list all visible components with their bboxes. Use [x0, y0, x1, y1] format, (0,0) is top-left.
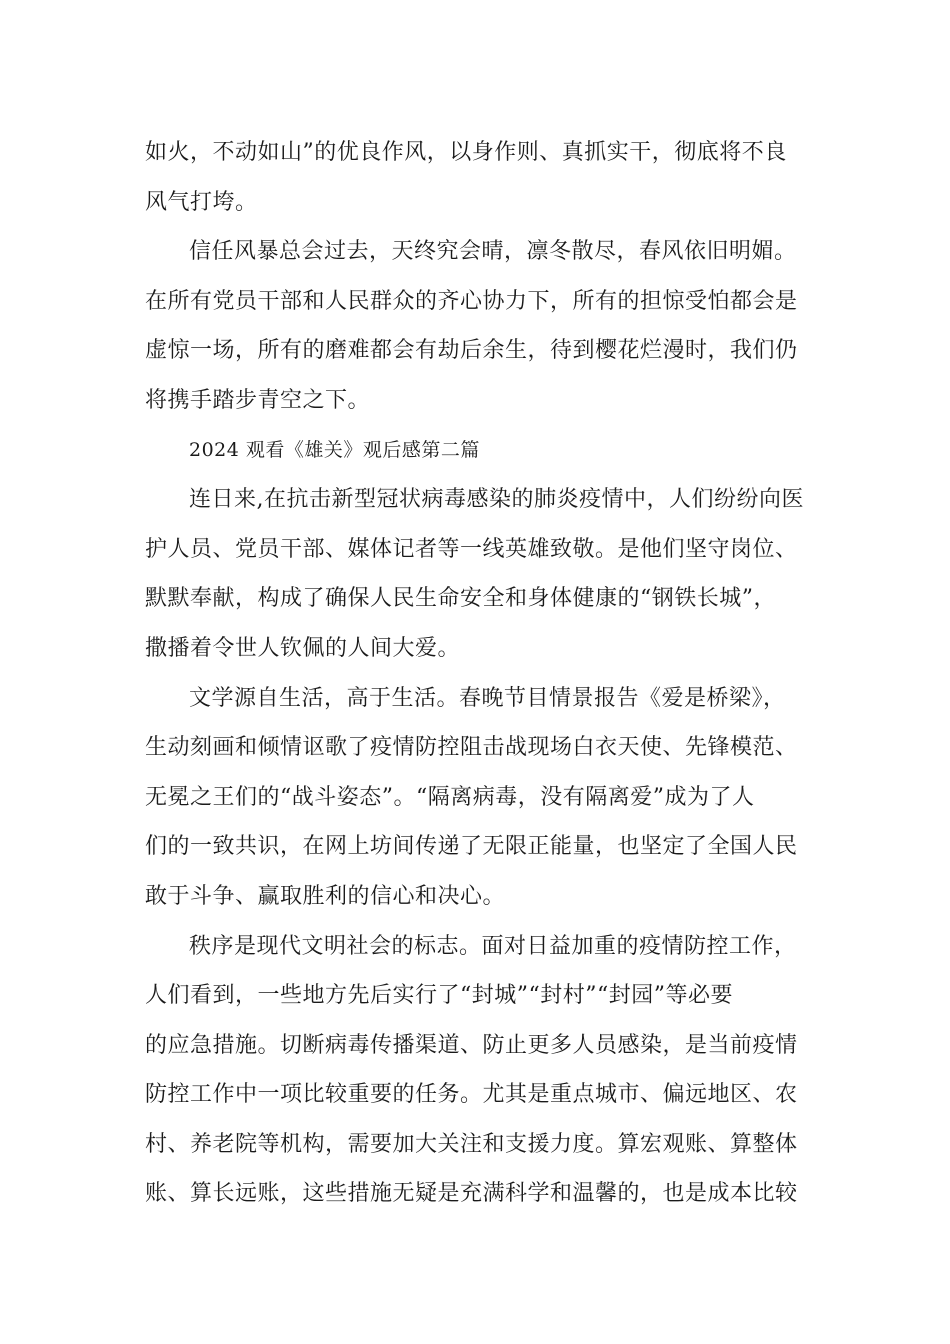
text-line: 的应急措施。切断病毒传播渠道、防止更多人员感染，是当前疫情 [145, 1032, 798, 1058]
section-heading-text: 2024 观看《雄关》观后感第二篇 [189, 438, 480, 461]
paragraph-continuation [145, 128, 815, 227]
paragraph-trust-storm [145, 227, 815, 425]
text-line: 连日来,在抗击新型冠状病毒感染的肺炎疫情中，人们纷纷向医 [189, 487, 804, 513]
text-line: 账、算长远账，这些措施无疑是充满科学和温馨的，也是成本比较 [145, 1181, 798, 1207]
text-line: 秩序是现代文明社会的标志。面对日益加重的疫情防控工作， [189, 933, 797, 959]
text-line: 人们看到，一些地方先后实行了“封城”“封村”“封园”等必要 [145, 983, 733, 1009]
text-line: 将携手踏步青空之下。 [145, 387, 371, 413]
section-heading [145, 426, 815, 476]
text-line: 防控工作中一项比较重要的任务。尤其是重点城市、偏远地区、农 [145, 1082, 798, 1108]
paragraph-literature [145, 674, 815, 922]
text-line: 敢于斗争、赢取胜利的信心和决心。 [145, 883, 506, 909]
text-line: 无冕之王们的“战斗姿态”。“隔离病毒，没有隔离爱”成为了人 [145, 784, 755, 810]
text-line: 村、养老院等机构，需要加大关注和支援力度。算宏观账、算整体 [145, 1131, 798, 1157]
text-line: 们的一致共识，在网上坊间传递了无限正能量，也坚定了全国人民 [145, 834, 798, 860]
text-line: 如火，不动如山”的优良作风，以身作则、真抓实干，彻底将不良 [145, 140, 787, 165]
text-line: 撒播着令世人钦佩的人间大爱。 [145, 635, 461, 661]
paragraph-order [145, 922, 815, 1220]
text-line: 护人员、党员干部、媒体记者等一线英雄致敬。是他们坚守岗位、 [145, 536, 798, 562]
text-line: 风气打垮。 [145, 189, 258, 215]
text-line: 文学源自生活，高于生活。春晚节目情景报告《爱是桥梁》， [189, 685, 786, 711]
text-line: 信任风暴总会过去，天终究会晴，凛冬散尽，春风依旧明媚。 [189, 239, 797, 265]
text-line: 默默奉献，构成了确保人民生命安全和身体健康的“钢铁长城”， [145, 586, 776, 612]
paragraph-recent-days [145, 475, 815, 673]
document-body [145, 128, 815, 1219]
text-line: 虚惊一场，所有的磨难都会有劫后余生，待到樱花烂漫时，我们仍 [145, 338, 798, 364]
text-line: 在所有党员干部和人民群众的齐心协力下，所有的担惊受怕都会是 [145, 288, 798, 314]
text-line: 生动刻画和倾情讴歌了疫情防控阻击战现场白衣天使、先锋模范、 [145, 735, 798, 761]
